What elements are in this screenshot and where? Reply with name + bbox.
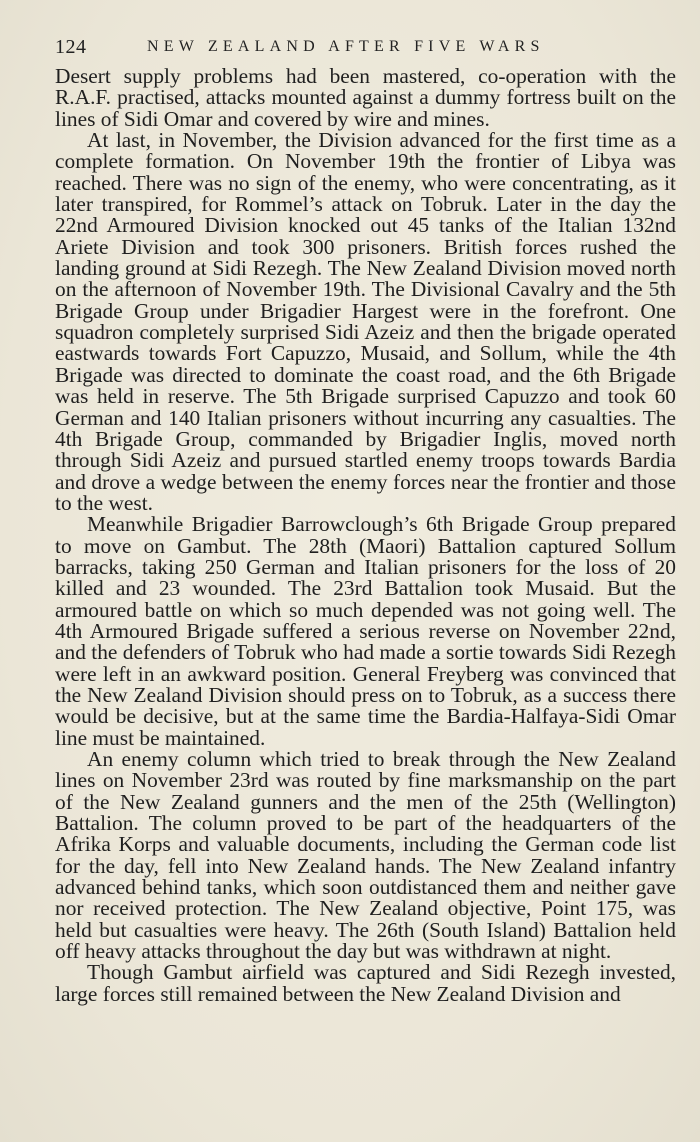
running-title: NEW ZEALAND AFTER FIVE WARS: [147, 38, 545, 55]
paragraph-1: Desert supply problems had been mastered, co-operation with the R.A.F. practised, attacks mounted against a dummy fortress built on the lines of Sidi Omar and covered by wire and mines.: [55, 64, 676, 131]
paragraph-2: At last, in November, the Division advanced for the first time as a complete formation. On November 19th the frontier of Libya was reached. There was no sign of the enemy, who were concentrating, as it later transpired, for Rommel’s attack on Tobruk. Later in the day the 22nd Armoured Division knocked out 45 tanks of the Italian 132nd Ariete Division and took 300 prisoners. British forces rushed the landing ground at Sidi Rezegh. The New Zealand Division moved north on the afternoon of November 19th. The Divisional Cavalry and the 5th Brigade Group under Brigadier Hargest were in the forefront. One squadron completely surprised Sidi Azeiz and then the brigade operated eastwards towards Fort Capuzzo, Musaid, and Sollum, while the 4th Brigade was directed to dominate the coast road, and the 6th Brigade was held in reserve. The 5th Brigade surprised Capuzzo and took 60 German and 140 Italian prisoners without incurring any casualties. The 4th Brigade Group, commanded by Brigadier Inglis, moved north through Sidi Azeiz and pursued startled enemy troops towards Bardia and drove a wedge between the enemy forces near the frontier and those to the west.: [55, 128, 676, 515]
paragraph-5: Though Gambut airfield was captured and Sidi Rezegh invested, large forces still remained between the New Zealand Division and: [55, 960, 676, 1006]
page-number: 124: [55, 36, 87, 58]
body-text: [55, 66, 676, 1005]
page-header: [55, 36, 675, 64]
paragraph-4: An enemy column which tried to break through the New Zealand lines on November 23rd was routed by fine marksmanship on the part of the New Zealand gunners and the men of the 25th (Wellington) Battalion. The column proved to be part of the headquarters of the Afrika Korps and valuable documents, including the German code list for the day, fell into New Zealand hands. The New Zealand infantry advanced behind tanks, which soon outdistanced them and neither gave nor received protection. The New Zealand objective, Point 175, was held but casualties were heavy. The 26th (South Island) Battalion held off heavy attacks throughout the day but was withdrawn at night.: [55, 747, 676, 964]
paragraph-3: Meanwhile Brigadier Barrowclough’s 6th Brigade Group prepared to move on Gambut. The 28th (Maori) Battalion captured Sollum barracks, taking 250 German and Italian prisoners for the loss of 20 killed and 23 wounded. The 23rd Battalion took Musaid. But the armoured battle on which so much depended was not going well. The 4th Armoured Brigade suffered a serious reverse on November 22nd, and the defenders of Tobruk who had made a sortie towards Sidi Rezegh were left in an awkward position. General Freyberg was convinced that the New Zealand Division should press on to Tobruk, as a success there would be decisive, but at the same time the Bardia-Halfaya-Sidi Omar line must be maintained.: [55, 512, 676, 750]
